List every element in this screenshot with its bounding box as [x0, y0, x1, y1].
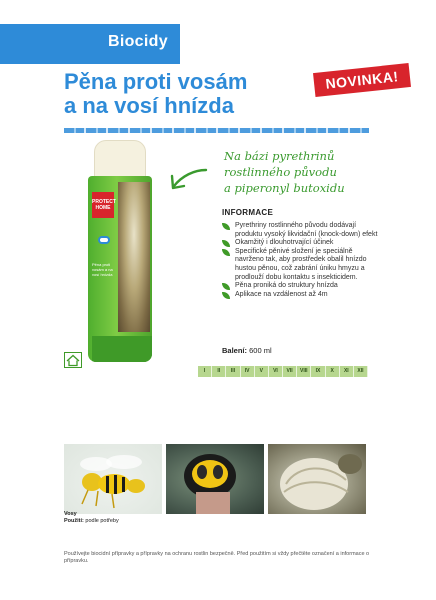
month-cell: VII: [283, 366, 297, 377]
wasp-photo-2: [166, 444, 264, 514]
caption-title: Vosy: [64, 511, 77, 517]
info-item-text: Pěna proniká do struktury hnízda: [235, 282, 338, 290]
product-image: [84, 140, 156, 365]
can-body: [88, 176, 152, 362]
month-cell: VI: [269, 366, 283, 377]
info-item: [222, 248, 382, 282]
month-cell: IX: [311, 366, 325, 377]
leaf-bullet-icon: [222, 249, 230, 256]
can-bottom-band: [92, 336, 152, 362]
info-item: [222, 282, 382, 291]
title-line-2: a na vosí hnízda: [64, 93, 234, 118]
brand-logo: [92, 192, 114, 218]
month-cell: VIII: [297, 366, 311, 377]
wasp-photo-1: [64, 444, 162, 514]
leaf-bullet-icon: [222, 292, 230, 299]
new-badge: NOVINKA!: [313, 63, 411, 97]
info-item: [222, 291, 382, 300]
month-cell: II: [212, 366, 226, 377]
arrow-icon: [168, 164, 208, 194]
month-cell: I: [198, 366, 212, 377]
info-item-text: Aplikace na vzdálenost až 4m: [235, 290, 328, 298]
info-list: [222, 222, 382, 299]
info-item-text: Specifické pěnivé složení je speciálně navrženo tak, aby prostředek obalil hnízdo hustou pěnou, což zabrání úniku hmyzu a prodlouží dobu kontaktu s insekticidem.: [235, 247, 367, 281]
month-cell: XII: [354, 366, 368, 377]
leaf-bullet-icon: [222, 223, 230, 230]
page-title: [64, 70, 344, 118]
tagline-line-2: rostlinného původu: [224, 165, 337, 179]
info-item: [222, 239, 382, 248]
leaf-bullet-icon: [222, 283, 230, 290]
tagline-line-1: Na bázi pyrethrinů: [224, 149, 335, 163]
can-cap: [94, 140, 146, 180]
application-months-bar: [198, 366, 368, 377]
package-size: [222, 346, 272, 355]
can-label-text: Pěna proti vosám a na vosí hnízda: [92, 262, 113, 277]
month-cell: IV: [241, 366, 255, 377]
decorative-stripe: [64, 128, 369, 133]
tagline: [224, 148, 345, 196]
wasp-nest-photo: [268, 444, 366, 514]
package-size-value: 600 ml: [249, 346, 272, 355]
range-icon: [98, 236, 110, 244]
month-cell: X: [326, 366, 340, 377]
title-line-1: Pěna proti vosám: [64, 69, 248, 94]
info-item-text: Okamžitý i dlouhotrvající účinek: [235, 239, 334, 247]
package-size-label: Balení:: [222, 346, 248, 355]
tagline-line-3: a piperonyl butoxidu: [224, 181, 345, 195]
section-title: Biocidy: [108, 33, 168, 50]
usage-label: Použití:: [64, 518, 84, 524]
house-icon: [64, 352, 82, 368]
leaf-bullet-icon: [222, 240, 230, 247]
info-item: [222, 222, 382, 239]
info-item-text: Pyrethriny rostlinného původu dodávají produktu vysoký likvidační (knock-down) efekt: [235, 222, 378, 238]
nest-photo-on-can: [118, 182, 150, 332]
disclaimer: Používejte biocidní přípravky a přípravky na ochranu rostlin bezpečně. Před použitím si vždy přečtěte označení a informace o přípravku.: [64, 551, 370, 564]
brand-line-2: HOME: [95, 205, 111, 211]
usage-value: podle potřeby: [85, 518, 119, 524]
brand-line-1: PROTECT: [92, 199, 116, 205]
info-heading: INFORMACE: [222, 208, 274, 217]
month-cell: XI: [340, 366, 354, 377]
usage-line: [64, 518, 119, 524]
month-cell: V: [255, 366, 269, 377]
month-cell: III: [226, 366, 240, 377]
